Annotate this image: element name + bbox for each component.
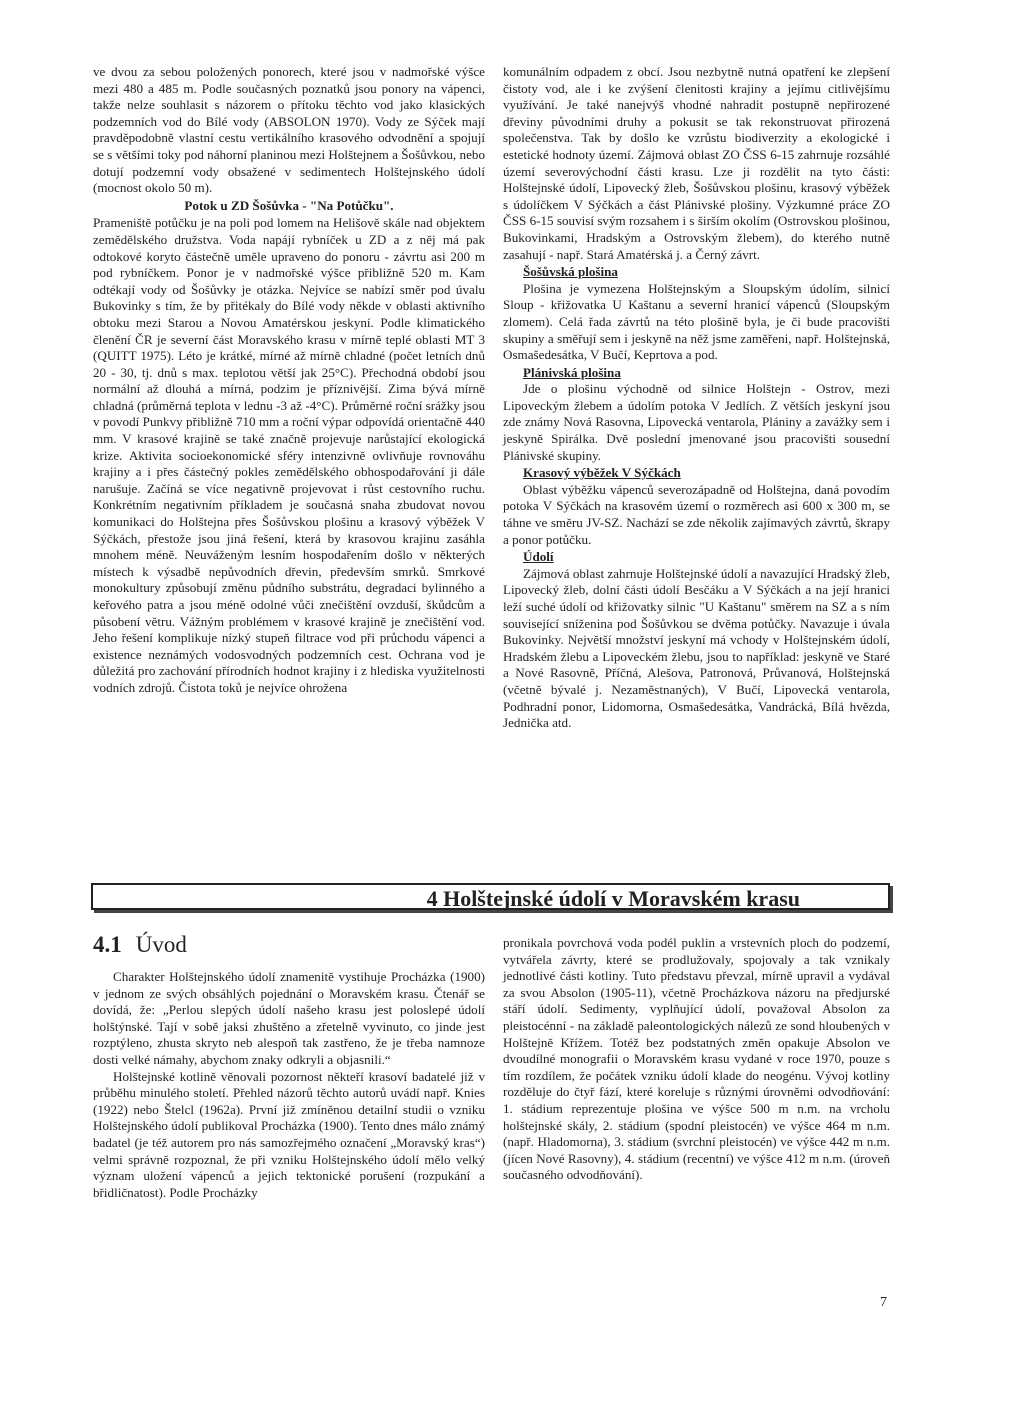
- chapter-banner: 4 Holštejnské údolí v Moravském krasu: [91, 883, 890, 910]
- section-heading: [93, 932, 187, 958]
- paragraph: Zájmová oblast zahrnuje Holštejnské údolí a navazující Hradský žleb, Lipovecký žleb, dolní části údolí Besčáku a V Sýčkách a na její hranici leží suché údolí od křižovatky silnic "U Kaštanu" směrem na SZ a s ním související sníženina pod Šošůvkou se dvěma potůčky. Navazuje i úvala Bukovinky. Největší množství jeskyní má vchody v Holštejnském údolí, Hradském žlebu a Lipoveckém žlebu, jsou to například: jeskyně ve Staré a Nové Rasovně, Příčná, Alešova, Patronová, Průvanová, Holštejnská (včetně bývalé j. Nezaměstnaných), V Bučí, Lipovecká ventarola, Podhradní ponor, Lidomorna, Osmašedesátka, Vandrácká, Bílá hvězda, Jednička atd.: [503, 565, 890, 731]
- paragraph: Holštejnské kotlině věnovali pozornost někteří krasoví badatelé již v průběhu minulého století. Přehled názorů těchto autorů uvádí např. Knies (1922) nebo Štelcl (1962a). První již zmíněnou detailní studii o vzniku Holštejnského údolí publikoval Procházka (1900). Tento dnes málo známý badatel (je též autorem pro nás samozřejmého označení „Moravský kras“) velmi správně rozpoznal, že při vzniku Holštejnského údolí mělo velký význam uložení vápenců a jejich tektonické porušení (rozpukání a břidličnatost). Podle Procházky: [93, 1068, 485, 1200]
- paragraph: ve dvou za sebou položených ponorech, které jsou v nadmořské výšce mezi 480 a 485 m. Podle současných poznatků jsou ponory na vápenci, takže nelze souhlasit s názorem o přítoku těchto vod jako klasických podzemních vod do Bílé vody (ABSOLON 1970). Vody ze Sýček mají pravděpodobně vlastní cestu vertikálního krasového odvodnění a spojují se s většími toky pod náhorní planinou mezi Holštejnem a Šošůvkou, nebo dotují podzemní vody obsažené v sedimentech Holštejnského údolí (mocnost okolo 50 m).: [93, 64, 485, 196]
- text-column-left-bottom: [93, 969, 485, 1201]
- paragraph: Charakter Holštejnského údolí znamenitě vystihuje Procházka (1900) v jednom ze svých obsáhlých pojednání o Moravském krasu. Čtenář se dovídá, že: „Perlou slepých údolí našeho krasu jest poloslepé údolí holštýnské. Tají v sobě jaksi zhuštěno a zřetelně vyvinuto, co jinde jest rozptýleno, zhusta skryto neb alespoň tak zastřeno, že je třeba namnoze dosti velké námahy, abychom znaky odkryli a objasnili.“: [93, 969, 485, 1067]
- paragraph: Plošina je vymezena Holštejnským a Sloupským údolím, silnicí Sloup - křižovatka U Kaštanu a severní hranicí vápenců (Sloupským zlomem). Celá řada závrtů na této plošině byla, je či bude pracovišti skupiny a směřují sem i jeskyně na něž jsme zaměřeni, např. Holštejnská, Osmašedesátka, V Bučí, Keprtova a pod.: [503, 280, 890, 363]
- subheading: Potok u ZD Šošůvka - "Na Potůčku".: [184, 197, 394, 213]
- paragraph: Jde o plošinu východně od silnice Holštejn - Ostrov, mezi Lipoveckým žlebem a údolím potoka V Jedlích. Z větších jeskyní jsou zde známy Nová Rasovna, Lipovecká ventarola, Plániny a zavážky sem i jeskyně Spirálka. Dvě poslední jmenované jsou pracovišti sousední Plánivské skupiny.: [503, 381, 890, 463]
- paragraph: Prameniště potůčku je na poli pod lomem na Helišově skále nad objektem zemědělského družstva. Voda napájí rybníček u ZD a z něj má pak odtokové koryto částečně uměle upraveno do ponoru - závrtu asi 200 m pod rybníčkem. Ponor je v nadmořské výšce přibližně 520 m. Kam odtékají vody od Šošůvky je otázka. Nejvíce se nabízí směr pod úvalu Bukovinky s tím, že by přitékaly do Bílé vody někde v oblasti aktivního obtoku mezi Starou a Novou Amatérskou jeskyní. Podle klimatického členění ČR je severní část Moravského krasu v mírně teplé oblasti MT 3 (QUITT 1975). Léto je krátké, mírné až mírně chladné (počet letních dnů 20 - 30, tj. dnů s max. teplotou větší jak 25°C). Přechodná období jsou normální až dlouhá a mírná, podzim je příznivější. Zima bývá mírně chladná (průměrná teplota v lednu -3 až -4°C). Průměrné roční srážky jsou v povodí Punkvy přibližně 710 mm a roční výpar odpovídá orientačně 440 mm. V krasové krajině se také značně projevuje narůstající ekologická krize. Aktivita socioekonomické sféry intenzivně ovlivňuje rovnováhu krajiny a i přes částečný pokles zemědělského obhospodařování ji dále narušuje. Začíná se více negativně projevovat i růst cestovního ruchu. Konkrétním negativním příkladem je současná snaha zbudovat novou komunikaci do Holštejna přes Šošůvskou plošinu a krasový výběžek V Sýčkách, přestože jsou jiná řešení, která by krasovou krajinu zasáhla mnohem méně. Neuváženým lesním hospodařením došlo v některých místech k výsadbě nepůvodních dřevin, především smrků. Smrkové monokultury způsobují změnu půdního substrátu, degradaci bylinného a keřového patra a jsou méně odolné vůči znečištění ovzduší, škůdcům a působení větru. Vážným problémem v krasové krajině je znečištění vod. Jeho řešení komplikuje nízký stupeň filtrace vod při průchodu vápenci a existence neznámých vodosvodných podzemních cest. Ochrana vod je důležitá pro zachování přírodních hodnot krajiny i z hlediska využitelnosti vodních zdrojů. Čistota toků je nejvíce ohrožena: [93, 215, 485, 695]
- subheading: Údolí: [523, 549, 554, 565]
- paragraph: pronikala povrchová voda podél puklin a vrstevních ploch do podzemí, vytvářela závrty, které se prodlužovaly, spojovaly a tak vznikaly jednotlivé části kotliny. Tuto představu převzal, mírně upravil a vydával za svou Absolon (1905-11), včetně Procházkova názoru na předjurské stáří údolí. Sedimenty, vyplňující údolí, považoval Absolon za pleistocénní - na základě paleontologických nálezů ze sond hloubených v Holštejně Křížem. Totéž bez podstatných změn opakuje Absolon ve dvoudílné monografii o Moravském krasu vydané v roce 1970, pouze s tím rozdílem, že počátek vzniku údolí klade do neogénu. Vývoj kotliny rozděluje do čtyř fází, které koreluje s různými úrovněmi odvodňování: 1. stádium reprezentuje plošina ve výšce 500 m n.m. na vrcholu holštejnské skály, 2. stádium (spodní pleistocén) ve výšce 464 m n.m. (např. Hladomorna), 3. stádium (svrchní pleistocén) ve výšce 442 m n.m. (jícen Nové Rasovny), 4. stádium (recentní) ve výšce 412 m n.m. (úroveň současného odvodňování).: [503, 935, 890, 1183]
- text-column-left-top: [93, 64, 485, 697]
- page-number: 7: [880, 1295, 887, 1310]
- paragraph: komunálním odpadem z obcí. Jsou nezbytně nutná opatření ke zlepšení čistoty vod, ale i ke zvýšení členitosti krajiny a jejímu citlivějšímu využívání. Je také nanejvýš vhodné nahradit postupně nepřirozené dřeviny původními druhy a pokusit se tak rekonstruovat přirozená společenstva. Tak by došlo ke vzrůstu biodiverzity a ekologické i estetické hodnoty území. Zájmová oblast ZO ČSS 6-15 zahrnuje rozsáhlé území severovýchodní části krasu. Lze ji rozdělit na tyto části: Holštejnské údolí, Lipovecký žleb, Šošůvskou plošinu, krasový výběžek s údolíčkem V Sýčkách a část Plánivské plošiny. Výzkumné práce ZO ČSS 6-15 souvisí svým rozsahem i s širším okolím (Ostrovskou plošinou, Bukovinkami, Hradským a Ostrovským žlebem), do kterého nutně zasahují - např. Stará Amatérská j. a Černý závrt.: [503, 64, 890, 262]
- subheading: Krasový výběžek V Sýčkách: [523, 465, 681, 481]
- subheading: Plánivská plošina: [523, 364, 621, 380]
- text-column-right-bottom: [503, 935, 890, 1184]
- section-number: 4.1: [93, 932, 122, 957]
- paragraph: Oblast výběžku vápenců severozápadně od Holštejna, daná povodím potoka V Sýčkách na krasovém území o rozměrech asi 600 x 300 m, se táhne ve směru JV-SZ. Nachází se zde několik zajímavých závrtů, škrapy a ponor potůčku.: [503, 481, 890, 547]
- text-column-right-top: [503, 64, 890, 732]
- section-title: Úvod: [135, 932, 187, 957]
- subheading: Šošůvská plošina: [523, 264, 618, 280]
